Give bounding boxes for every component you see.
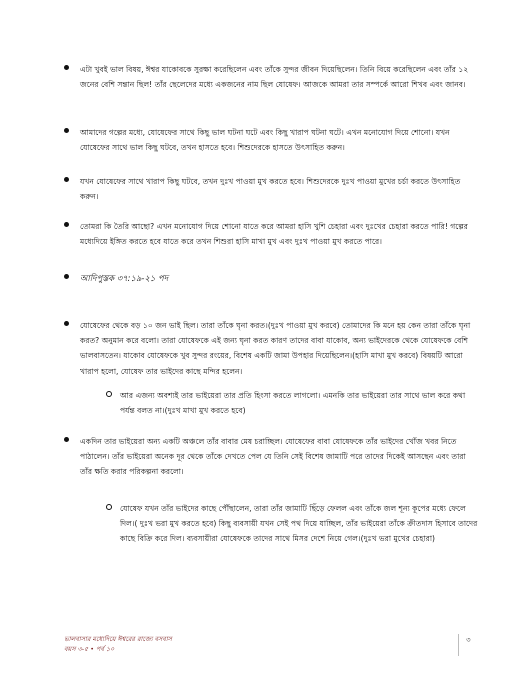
scripture-reference-item — [80, 271, 480, 286]
circle-bullet-icon — [106, 504, 112, 510]
paragraph-text: যোষেফের থেকে বড় ১০ জন ভাই ছিল। তারা তাঁকে ঘৃনা করত।(দুঃখ পাওয়া মুখ করবে) তোমাদের কি মনে হয় কেন তারা তাঁকে ঘৃনা করত? অনুমান করে বলো। তারা যোষেফকে এই জন্য ঘৃনা করত কারণ তাদের বাবা যাকোব, অন্য ভাইদেরকে থেকে যোষেফকে বেশি ভালবাসতেন। যাকোব যোষেফকে খুব সুন্দর রংয়ের, বিশেষ একটি জামা উপহার দিয়েছিলেন।(হাসি মাখা মুখ করবে) বিষয়টি আরো খারাপ হলো, যোষেফ তার ভাইদের কাছে মন্দির হলেন। — [80, 321, 471, 376]
footer-divider — [458, 634, 459, 656]
paragraph-text: একদিন তার ভাইয়েরা অন্য একটি অঞ্চলে তাঁর বাবার মেষ চরাচ্ছিল। যোষেফের বাবা যোষেফকে তাঁর ভাইদের খোঁজ খবর নিতে পাঠালেন। তাঁর ভাইয়েরা অনেক দূর থেকে তাঁকে দেখতে পেল যে তিনি সেই বিশেষ জামাটি পরে তাদের দিকেই আসছেন এবং তারা তাঁর ক্ষতি করার পরিকল্পনা করলো। — [80, 437, 466, 477]
intro-paragraph-1 — [80, 62, 480, 92]
scripture-reference: আদিপুস্তক ৩৭:১৯-২১ পদ — [80, 273, 169, 283]
circle-bullet-icon — [106, 391, 112, 397]
intro-paragraph-3 — [80, 174, 480, 204]
bullet-dot — [64, 128, 69, 133]
page-number: ৩ — [466, 636, 471, 644]
paragraph-text: যোষেফ যখন তাঁর ভাইদের কাছে পৌঁছালেন, তারা তাঁর জামাটি ছিঁড়ে ফেলল এবং তাঁকে জল শূন্য কূপের মধ্যে ফেলে দিল।( দুঃখ ভরা মুখ করতে হবে) কিছু ব্যবসায়ী যখন সেই পথ দিয়ে যাচ্ছিল, তাঁর ভাইয়েরা তাঁকে ক্রীতদাস হিসাবে তাদের কাছে বিক্রি করে দিল। ব্যবসায়ীরা যোষেফকে তাদের সাথে মিসর দেশে নিয়ে গেল।(দুঃখ ভরা মুখের চেহারা) — [120, 504, 478, 544]
intro-paragraph-2 — [80, 125, 480, 155]
paragraph-text: আর এজন্য অবশ্যই তার ভাইয়েরা তার প্রতি হিংসা করতে লাগলো। এমনকি তার ভাইয়েরা তার সাথে ভাল করে কথা পর্যন্ত বলত না।(দুঃখ মাখা মুখ করতে হবে) — [120, 391, 466, 416]
intro-paragraph-4 — [80, 219, 480, 249]
footer-title: ভালবাসার মধ্যেদিয়ে ঈশ্বরের রাজ্যে বসবাস — [64, 635, 172, 643]
bullet-dot — [64, 274, 69, 279]
story-subparagraph-1 — [120, 388, 480, 418]
paragraph-text: আমাদের গল্পের মধ্যে, যোষেফের সাথে কিছু ভাল ঘটনা ঘটে এবং কিছু খারাপ ঘটনা ঘটে। এখন মনোযোগ দিয়ে শোনো। যখন যোষেফের সাথে ভাল কিছু ঘটবে, তখন হাসতে হবে। শিশুদেরকে হাসতে উৎসাহিত করুন। — [80, 128, 450, 153]
bullet-dot — [64, 222, 69, 227]
footer — [64, 634, 384, 654]
bullet-dot — [64, 65, 69, 70]
bullet-dot — [64, 437, 69, 442]
bullet-dot — [64, 177, 69, 182]
bullet-dot — [64, 321, 69, 326]
story-paragraph-1 — [80, 318, 480, 379]
story-subparagraph-2 — [120, 501, 480, 547]
footer-subtitle: বয়স ৩-৫ • পর্ব ১০ — [64, 645, 115, 653]
paragraph-text: যখন যোষেফের সাথে খারাপ কিছু ঘটবে, তখন দুঃখ পাওয়া মুখ করতে হবে। শিশুদেরকে দুঃখ পাওয়া মুখের চর্চা করতে উৎসাহিত করুন। — [80, 177, 461, 202]
paragraph-text: এটা খুবই ভাল বিষয়, ঈশ্বর যাকোবকে সুরক্ষা করেছিলেন এবং তাঁকে সুন্দর জীবন দিয়েছিলেন। তিনি বিয়ে করেছিলেন এবং তাঁর ১২ জনের বেশি সন্তান ছিল! তাঁর ছেলেদের মধ্যে একজনের নাম ছিল যোষেফ। আজকে আমরা তার সম্পর্কে আরো শিখব এবং জানব। — [80, 65, 469, 90]
story-paragraph-2 — [80, 434, 480, 480]
paragraph-text: তোমরা কি তৈরি আছো? এখন মনোযোগ দিয়ে শোনো যাতে করে আমরা হাসি খুশি চেহারা এবং দুঃখের চেহারা করতে পারি! গল্পের মধ্যেদিয়ে ইঙ্গিত করতে হবে যাতে করে তখন শিশুরা হাসি মাখা মুখ এবং দুঃখ পাওয়া মুখ করতে পারে। — [80, 222, 468, 247]
